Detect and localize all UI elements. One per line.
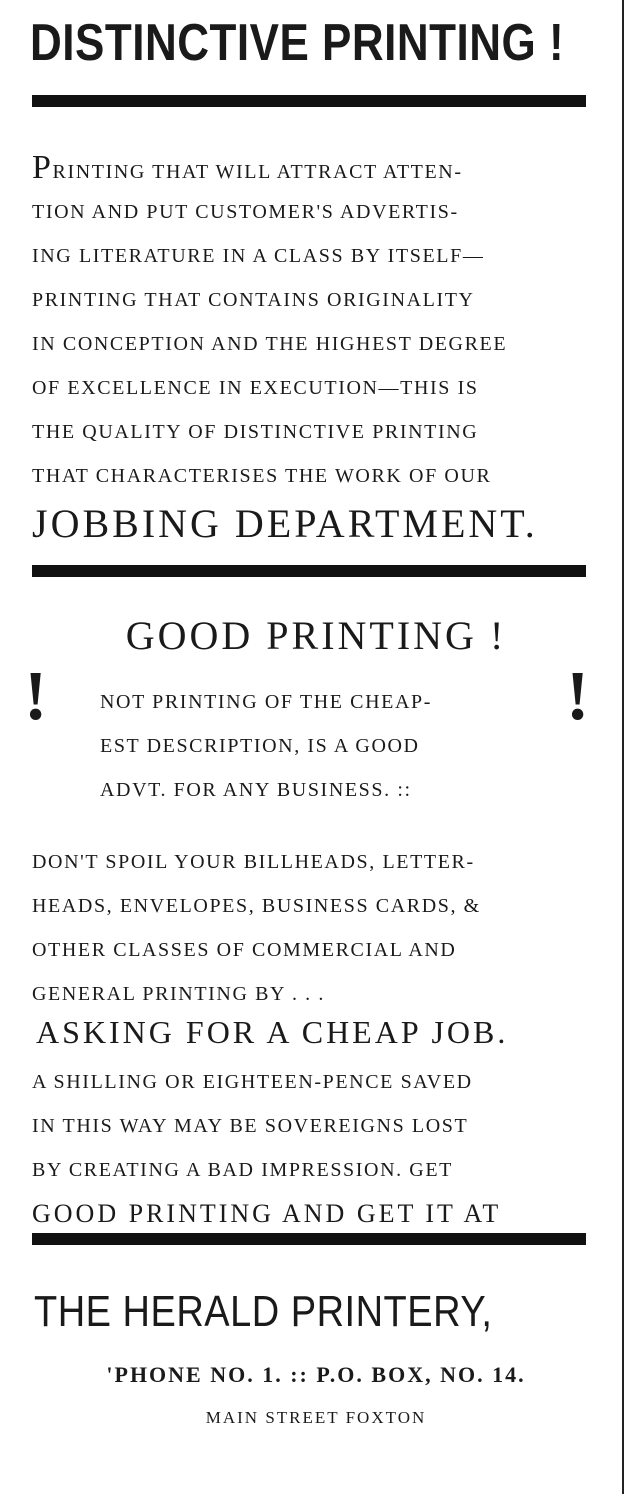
intro-line: PRINTING THAT CONTAINS ORIGINALITY — [32, 289, 475, 311]
intro-line: PRINTING THAT WILL ATTRACT ATTEN- — [32, 149, 463, 186]
asking-heading: ASKING FOR A CHEAP JOB. — [36, 1014, 509, 1050]
good-printing-paragraph — [100, 680, 540, 812]
intro-line: OF EXCELLENCE IN EXECUTION—THIS IS — [32, 377, 479, 399]
good-printing-line: NOT PRINTING OF THE CHEAP- — [100, 691, 432, 713]
good-printing-line: ADVT. FOR ANY BUSINESS. :: — [100, 779, 412, 801]
intro-paragraph — [32, 146, 587, 498]
address-line: MAIN STREET FOXTON — [205, 1408, 427, 1427]
dont-spoil-line: GENERAL PRINTING BY . . . — [32, 983, 325, 1005]
printery-name: THE HERALD PRINTERY, — [34, 1288, 493, 1337]
saving-line: A SHILLING OR EIGHTEEN-PENCE SAVED — [32, 1071, 473, 1093]
exclamation-icon-right: ! — [566, 658, 590, 735]
headline: DISTINCTIVE PRINTING ! — [30, 14, 565, 72]
intro-line: THE QUALITY OF DISTINCTIVE PRINTING — [32, 421, 479, 443]
dont-spoil-line: DON'T SPOIL YOUR BILLHEADS, LETTER- — [32, 851, 475, 873]
intro-line: IN CONCEPTION AND THE HIGHEST DEGREE — [32, 333, 508, 355]
divider-rule — [32, 1233, 586, 1245]
dont-spoil-paragraph — [32, 840, 587, 1016]
intro-line: ING LITERATURE IN A CLASS BY ITSELF— — [32, 245, 485, 267]
good-printing-title: GOOD PRINTING ! — [125, 613, 507, 658]
page-border — [622, 0, 624, 1494]
good-printing-line: EST DESCRIPTION, IS A GOOD — [100, 735, 420, 757]
saving-line: IN THIS WAY MAY BE SOVEREIGNS LOST — [32, 1115, 469, 1137]
saving-line: BY CREATING A BAD IMPRESSION. GET — [32, 1159, 453, 1181]
drop-cap: P — [32, 149, 53, 186]
exclamation-icon-left: ! — [24, 658, 48, 735]
divider-rule — [32, 95, 586, 107]
department-heading: JOBBING DEPARTMENT. — [32, 501, 538, 546]
dont-spoil-line: HEADS, ENVELOPES, BUSINESS CARDS, & — [32, 895, 481, 917]
saving-line: GOOD PRINTING AND GET IT AT — [32, 1199, 502, 1228]
dont-spoil-line: OTHER CLASSES OF COMMERCIAL AND — [32, 939, 457, 961]
divider-rule — [32, 565, 586, 577]
intro-line: TION AND PUT CUSTOMER'S ADVERTIS- — [32, 201, 459, 223]
intro-line: THAT CHARACTERISES THE WORK OF OUR — [32, 465, 492, 487]
saving-paragraph — [32, 1060, 587, 1236]
contact-line: 'PHONE NO. 1. :: P.O. BOX, NO. 14. — [106, 1362, 526, 1387]
